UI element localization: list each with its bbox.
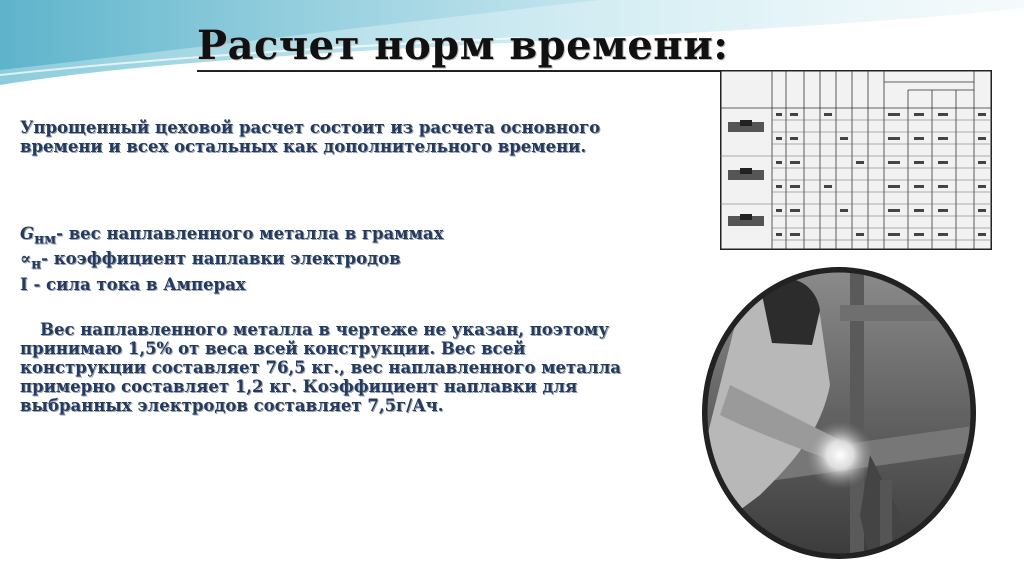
calculation-paragraph	[20, 320, 680, 415]
calc-line-5: выбранных электродов составляет 7,5г/Ач.	[20, 396, 444, 415]
definition-i	[20, 275, 680, 294]
definition-symbol: ∝	[20, 249, 32, 269]
calc-line-3: конструкции составляет 76,5 кг., вес наплавленного металла	[20, 358, 621, 377]
intro-line-1: Упрощенный цеховой расчет состоит из расчета основного	[20, 118, 601, 137]
definitions-list	[20, 224, 680, 294]
title-underline	[197, 70, 731, 72]
calc-line-4: примерно составляет 1,2 кг. Коэффициент наплавки для	[20, 377, 578, 396]
reference-table-image	[720, 70, 992, 250]
definition-alpha	[20, 249, 680, 274]
calc-line-2: принимаю 1,5% от веса всей конструкции. Вес всей	[20, 339, 526, 358]
definition-text: - сила тока в Амперах	[27, 274, 246, 294]
definition-subscript: н	[31, 256, 42, 273]
definition-symbol: I	[20, 274, 28, 294]
definition-subscript: нм	[34, 231, 57, 248]
definition-text: - коэффициент наплавки электродов	[41, 249, 401, 269]
definition-g	[20, 224, 680, 249]
calc-line-1: Вес наплавленного металла в чертеже не указан, поэтому	[40, 320, 609, 339]
intro-paragraph	[20, 118, 680, 156]
welder-photo	[700, 265, 978, 561]
definition-symbol: G	[20, 224, 35, 243]
intro-line-2: времени и всех остальных как дополнительного времени.	[20, 137, 587, 156]
definition-text: - вес наплавленного металла в граммах	[56, 224, 444, 243]
slide-title: Расчет норм времени:	[197, 22, 729, 69]
